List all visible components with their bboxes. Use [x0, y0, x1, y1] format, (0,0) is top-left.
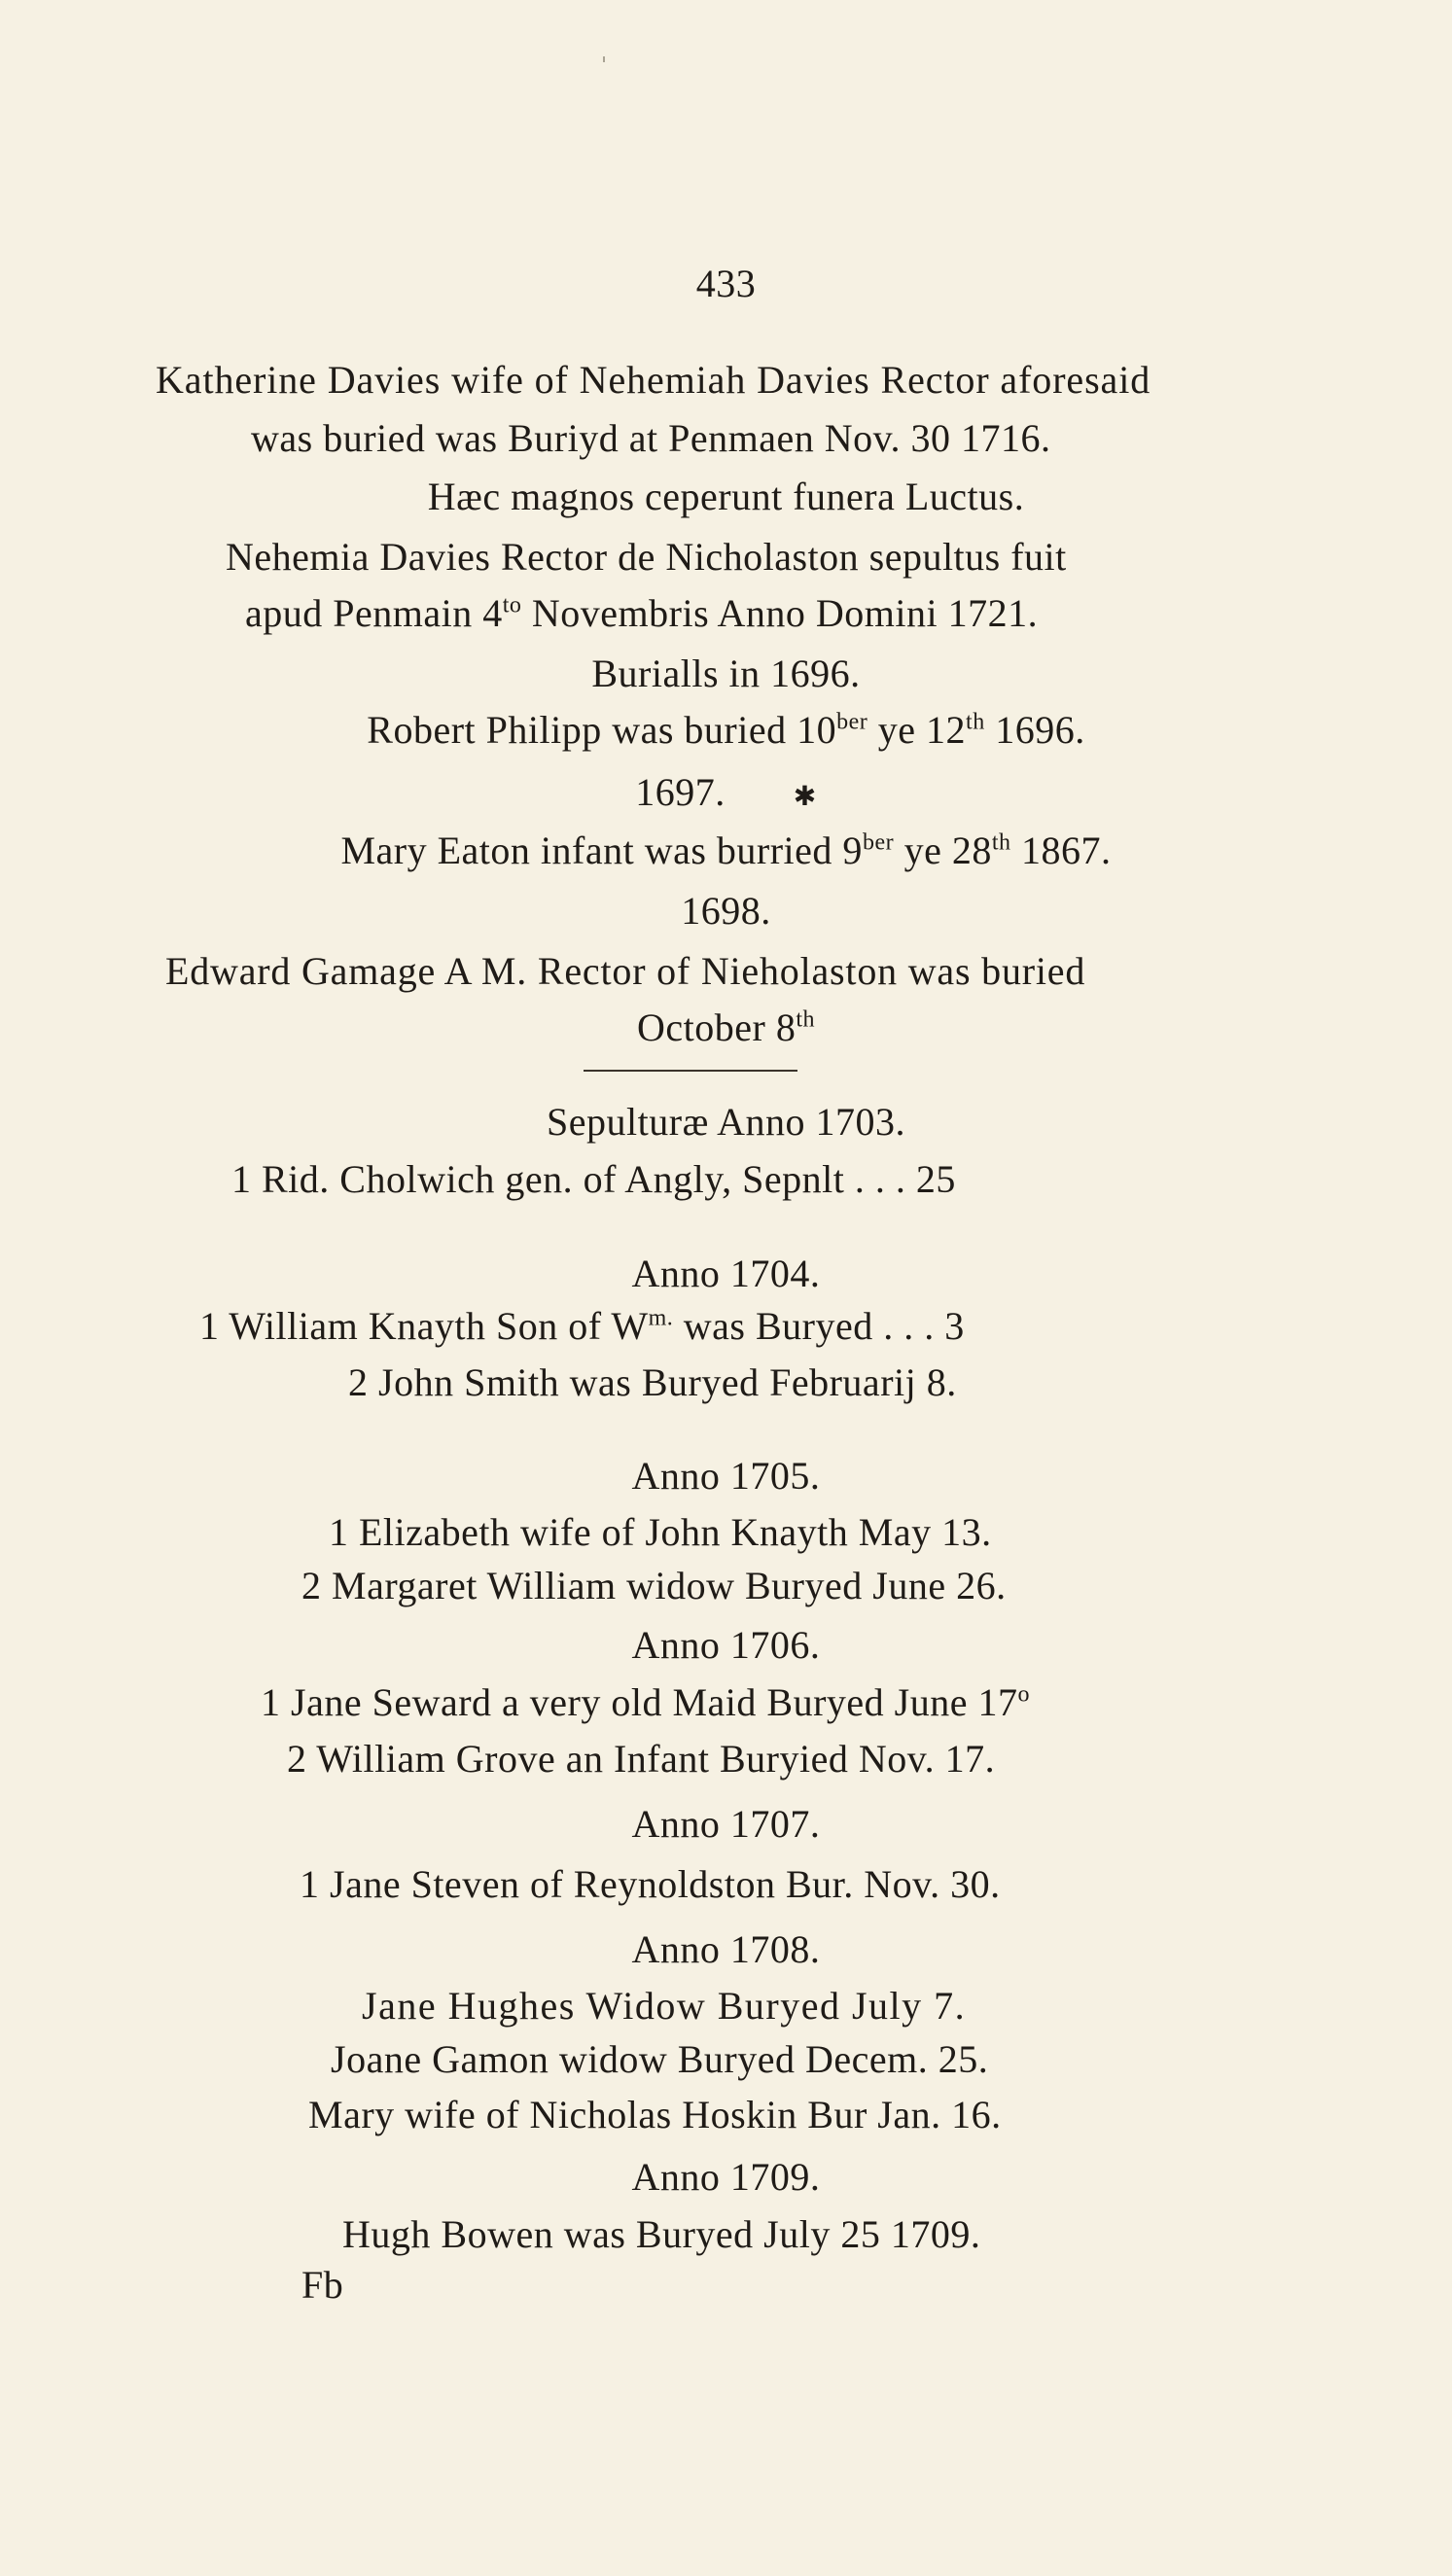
mary-hoskin-entry: Mary wife of Nicholas Hoskin Bur Jan. 16. — [308, 2093, 1002, 2136]
nehemia-line-2-text: apud Penmain 4 — [245, 591, 503, 635]
robert-text-mid: ye 12 — [868, 708, 967, 752]
anno-1708-heading: Anno 1708. — [631, 1927, 821, 1971]
jane-hughes-entry: Jane Hughes Widow Buryed July 7. — [362, 1984, 967, 2028]
anno-1706-heading: Anno 1706. — [631, 1623, 821, 1667]
year-1697-line — [0, 769, 1452, 821]
mary-eaton-text-end: 1867. — [1010, 829, 1112, 872]
superscript-ber: ber — [862, 829, 895, 856]
mary-eaton-entry — [0, 828, 1452, 874]
robert-philipp-entry — [0, 707, 1452, 754]
anno-1709-heading: Anno 1709. — [631, 2155, 821, 2199]
section-divider — [584, 1070, 797, 1072]
robert-text-end: 1696. — [984, 708, 1085, 752]
burials-1696-heading: Burialls in 1696. — [591, 652, 861, 695]
katherine-line-1: Katherine Davies wife of Nehemiah Davies Rector aforesaid — [156, 358, 1151, 402]
knayth-text: 1 William Knayth Son of W — [199, 1304, 649, 1348]
latin-motto: Hæc magnos ceperunt funera Luctus. — [427, 475, 1025, 518]
superscript-to: to — [502, 592, 522, 618]
joane-gamon-entry: Joane Gamon widow Buryed Decem. 25. — [331, 2037, 989, 2081]
cholwich-entry: 1 Rid. Cholwich gen. of Angly, Sepnlt . . . 25 — [231, 1157, 956, 1201]
robert-text: Robert Philipp was buried 10 — [367, 708, 837, 752]
edward-gamage-line-1: Edward Gamage A M. Rector of Nieholaston was buried — [165, 949, 1086, 993]
year-1697: 1697. — [635, 770, 726, 814]
nehemia-line-2-rest: Novembris Anno Domini 1721. — [521, 591, 1039, 635]
nehemia-line-1: Nehemia Davies Rector de Nicholaston sepultus fuit — [226, 535, 1067, 579]
anno-1707-heading: Anno 1707. — [631, 1802, 821, 1846]
jane-seward-text: 1 Jane Seward a very old Maid Buryed June 17 — [261, 1680, 1018, 1724]
paper-speck — [603, 56, 605, 62]
anno-1705-heading: Anno 1705. — [631, 1454, 821, 1498]
catchword: Fb — [301, 2263, 344, 2307]
mary-eaton-text-mid: ye 28 — [894, 829, 992, 872]
knayth-text-end: was Buryed . . . 3 — [673, 1304, 965, 1348]
year-1698: 1698. — [681, 889, 771, 933]
jane-seward-entry — [261, 1679, 1030, 1726]
jane-steven-entry: 1 Jane Steven of Reynoldston Bur. Nov. 30. — [300, 1862, 1001, 1906]
superscript-o: o — [1017, 1681, 1030, 1708]
superscript-th: th — [991, 829, 1011, 856]
sepulturae-1703-heading: Sepulturæ Anno 1703. — [547, 1100, 905, 1144]
superscript-m: m. — [648, 1305, 674, 1331]
john-smith-entry: 2 John Smith was Buryed Februarij 8. — [348, 1360, 957, 1404]
katherine-line-2: was buried was Buriyd at Penmaen Nov. 30 1716. — [251, 416, 1051, 460]
superscript-th: th — [796, 1006, 815, 1033]
elizabeth-entry: 1 Elizabeth wife of John Knayth May 13. — [329, 1510, 992, 1554]
superscript-th: th — [966, 709, 985, 735]
page-number: 433 — [695, 262, 757, 305]
hugh-bowen-entry: Hugh Bowen was Buryed July 25 1709. — [342, 2212, 981, 2256]
mary-eaton-text: Mary Eaton infant was burried 9 — [340, 829, 863, 872]
superscript-ber: ber — [836, 709, 868, 735]
william-grove-entry: 2 William Grove an Infant Buryied Nov. 17. — [287, 1737, 996, 1781]
edward-gamage-line-2 — [0, 1005, 1452, 1051]
knayth-entry — [199, 1303, 965, 1350]
margaret-entry: 2 Margaret William widow Buryed June 26. — [301, 1564, 1007, 1607]
asterisk-ornament-icon: ✱ — [793, 782, 817, 812]
edward-date: October 8 — [637, 1006, 797, 1049]
nehemia-line-2 — [245, 590, 1038, 637]
anno-1704-heading: Anno 1704. — [631, 1252, 821, 1295]
